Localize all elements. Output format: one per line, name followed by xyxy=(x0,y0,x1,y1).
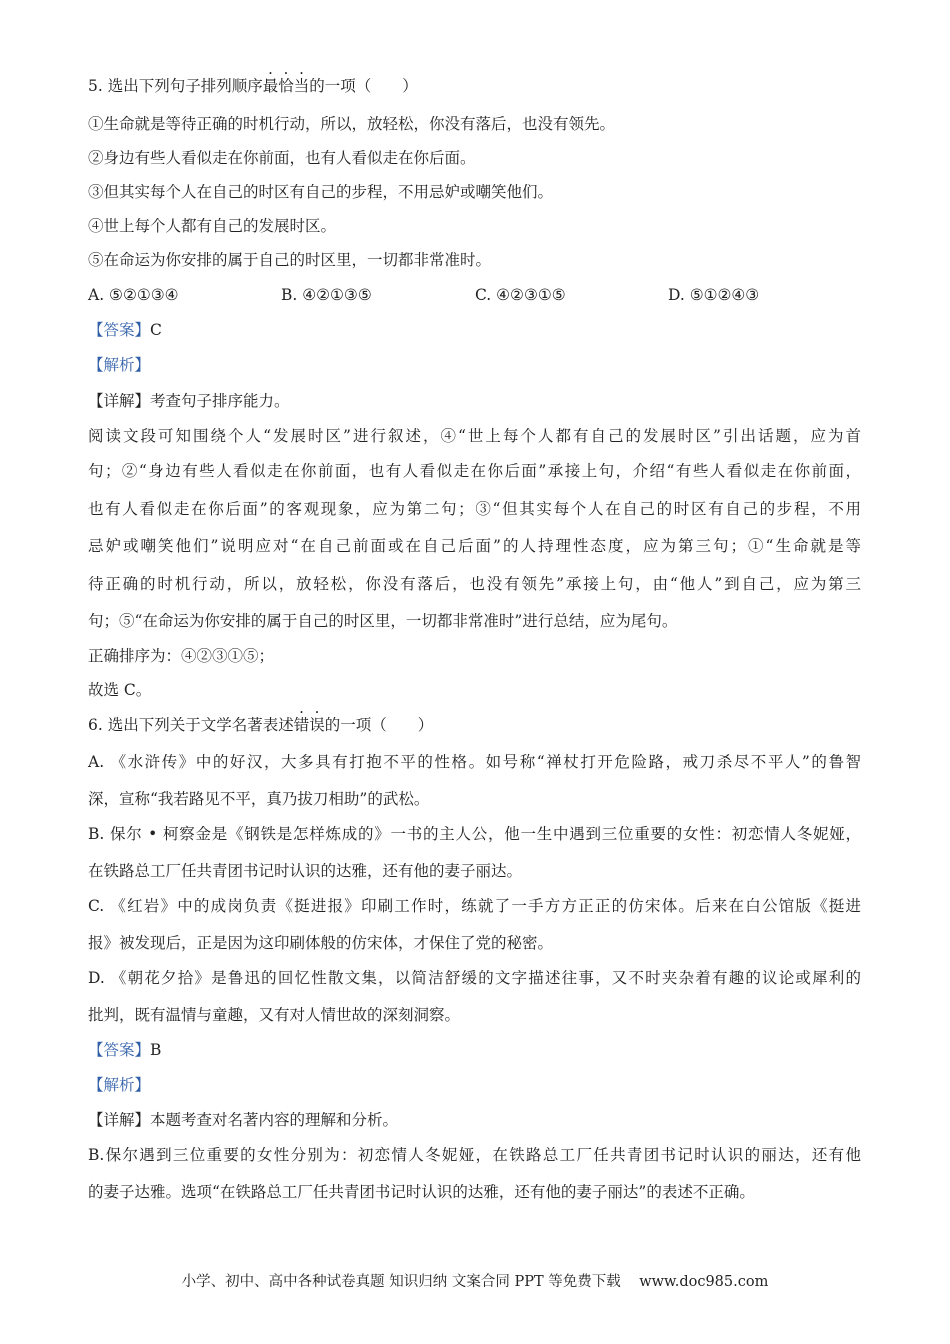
q5-explanation-line: 句；⑤“在命运为你安排的属于自己的时区里，一切都非常准时”进行总结，应为尾句。 xyxy=(88,612,678,630)
q5-explanation-line: 句；②“身边有些人看似走在你前面，也有人看似走在你后面”承接上句，介绍“有些人看似走在你前面， xyxy=(88,462,861,480)
footer-text: 小学、初中、高中各种试卷真题 知识归纳 文案合同 PPT 等免费下载 xyxy=(181,1274,621,1290)
q5-answer: 【答案】C xyxy=(88,321,162,339)
q6-analysis-heading: 【解析】 xyxy=(88,1076,151,1094)
q5-sentence-3: ③但其实每个人在自己的时区有自己的步程，不用忌妒或嘲笑他们。 xyxy=(88,183,554,201)
detail-tag: 【详解】 xyxy=(88,392,151,410)
q5-option-b: B. ④②①③⑤ xyxy=(281,286,372,304)
detail-tag: 【详解】 xyxy=(88,1111,151,1129)
q6-option-b: B. 保尔 • 柯察金是《钢铁是怎样炼成的》一书的主人公，他一生中遇到三位重要的女性：初恋情人冬妮娅， xyxy=(88,825,861,843)
q5-sentence-2: ②身边有些人看似走在你前面，也有人看似走在你后面。 xyxy=(88,149,476,167)
q5-explanation-line: 待正确的时机行动，所以，放轻松，你没有落后，也没有领先”承接上句，由“他人”到自己，应为第三 xyxy=(88,575,861,593)
q5-analysis-heading: 【解析】 xyxy=(88,356,151,374)
q6-option-c-cont: 报》被发现后，正是因为这印刷体般的仿宋体，才保住了党的秘密。 xyxy=(88,934,554,952)
q6-stem: 6. 选出下列关于文学名著表述错误的一项（ ） xyxy=(88,716,434,734)
q6-option-a-cont: 深，宣称“我若路见不平，真乃拔刀相助”的武松。 xyxy=(88,790,430,808)
q5-option-d: D. ⑤①②④③ xyxy=(668,286,760,304)
q5-explanation-line: 阅读文段可知围绕个人“发展时区”进行叙述，④“世上每个人都有自己的发展时区”引出话题，应为首 xyxy=(88,427,861,445)
footer-url[interactable]: www.doc985.com xyxy=(639,1274,769,1290)
q5-option-c: C. ④②③①⑤ xyxy=(475,286,566,304)
q6-explanation-line: B.保尔遇到三位重要的女性分别为：初恋情人冬妮娅，在铁路总工厂任共青团书记时认识的丽达，还有他 xyxy=(88,1146,861,1164)
q5-stem: 5. 选出下列句子排列顺序最恰当的一项（ ） xyxy=(88,77,418,95)
answer-tag: 【答案】 xyxy=(88,1041,151,1059)
q6-option-a: A. 《水浒传》中的好汉，大多具有打抱不平的性格。如号称“禅杖打开危险路，戒刀杀尽不平人”的鲁智 xyxy=(88,753,861,771)
q6-option-b-cont: 在铁路总工厂任共青团书记时认识的达雅，还有他的妻子丽达。 xyxy=(88,862,523,880)
q5-explanation-line: 也有人看似走在你后面”的客观现象，应为第二句；③“但其实每个人在自己的时区有自己的步程，不用 xyxy=(88,500,861,518)
q5-sentence-4: ④世上每个人都有自己的发展时区。 xyxy=(88,217,337,235)
page-footer xyxy=(0,1270,950,1291)
q5-correct-order: 正确排序为：④②③①⑤； xyxy=(88,647,275,665)
emphasis-dot-char: 当 xyxy=(293,77,310,95)
answer-tag: 【答案】 xyxy=(88,321,151,339)
q5-sentence-1: ①生命就是等待正确的时机行动，所以，放轻松，你没有落后，也没有领先。 xyxy=(88,115,616,133)
q6-explanation-line: 的妻子达雅。选项“在铁路总工厂任共青团书记时认识的达雅，还有他的妻子丽达”的表述不正确。 xyxy=(88,1183,755,1201)
q6-answer: 【答案】B xyxy=(88,1041,162,1059)
q6-option-c: C. 《红岩》中的成岗负责《挺进报》印刷工作时，练就了一手方方正正的仿宋体。后来在白公馆版《挺进 xyxy=(88,897,861,915)
q6-option-d: D. 《朝花夕拾》是鲁迅的回忆性散文集，以简洁舒缓的文字描述往事，又不时夹杂着有趣的议论或犀利的 xyxy=(88,969,861,987)
q5-sentence-5: ⑤在命运为你安排的属于自己的时区里，一切都非常准时。 xyxy=(88,251,492,269)
q5-detail: 【详解】考查句子排序能力。 xyxy=(88,392,290,410)
q6-option-d-cont: 批判，既有温情与童趣，又有对人情世故的深刻洞察。 xyxy=(88,1006,461,1024)
q5-explanation-line: 忌妒或嘲笑他们”说明应对“在自己前面或在自己后面”的人持理性态度，应为第三句；①“生命就是等 xyxy=(88,537,861,555)
emphasis-dot-char: 误 xyxy=(309,716,325,734)
emphasis-dot-char: 恰 xyxy=(278,77,294,95)
emphasis-dot-char: 最 xyxy=(262,77,279,95)
q6-detail: 【详解】本题考查对名著内容的理解和分析。 xyxy=(88,1111,399,1129)
emphasis-dot-char: 错 xyxy=(293,716,310,734)
q5-conclusion: 故选 C。 xyxy=(88,681,152,699)
q5-option-a: A. ⑤②①③④ xyxy=(88,286,179,304)
